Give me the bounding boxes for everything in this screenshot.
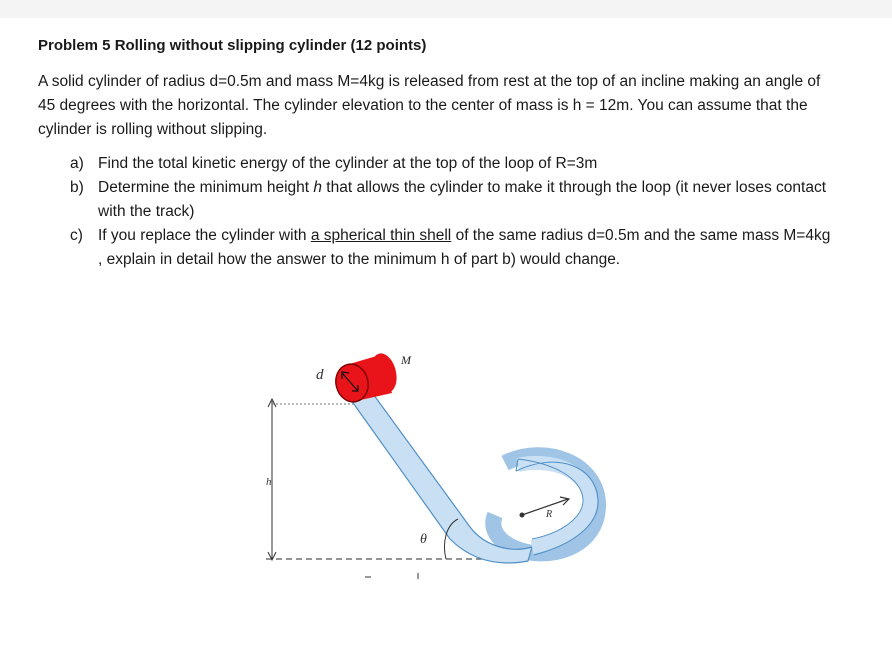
- part-c-text-after: of the same radius d=0.5m and the same mass M=4kg , explain in detail how the answer to the minimum h of part b) would change.: [98, 227, 831, 268]
- problem-parts: [38, 152, 838, 272]
- part-c-label: c): [70, 227, 83, 244]
- part-c: [38, 224, 838, 272]
- top-bar: [0, 0, 892, 18]
- label-theta: θ: [420, 532, 427, 547]
- part-b-text-after: that allows the cylinder to make it through the loop (it never loses contact with the track): [98, 179, 827, 220]
- problem-title: Problem 5 Rolling without slipping cylinder (12 points): [38, 37, 427, 54]
- part-b-text-before: Determine the minimum height: [98, 179, 314, 196]
- part-c-text-before: If you replace the cylinder with: [98, 227, 311, 244]
- problem-intro: A solid cylinder of radius d=0.5m and mass M=4kg is released from rest at the top of an incline making an angle of 45 degrees with the horizontal. The cylinder elevation to the center of mass is h = 12m. You can assume that the cylinder is rolling without slipping.: [38, 73, 821, 138]
- part-c-underlined: a spherical thin shell: [310, 227, 452, 244]
- label-h: h: [266, 476, 272, 488]
- radius-line: [522, 499, 568, 515]
- part-a-label: a): [70, 155, 84, 172]
- part-b-label: b): [70, 179, 84, 196]
- part-a: [38, 152, 838, 176]
- part-a-text: Find the total kinetic energy of the cylinder at the top of the loop of R=3m: [98, 155, 598, 172]
- figure-svg: [250, 335, 620, 585]
- label-M: M: [401, 353, 411, 367]
- loop-center-dot: [520, 513, 525, 518]
- part-b-variable: h: [313, 179, 322, 196]
- problem-content: [38, 36, 838, 272]
- incline-loop-figure: [250, 335, 620, 585]
- part-b: [38, 176, 838, 224]
- label-R: R: [546, 509, 553, 520]
- label-d: d: [316, 367, 324, 383]
